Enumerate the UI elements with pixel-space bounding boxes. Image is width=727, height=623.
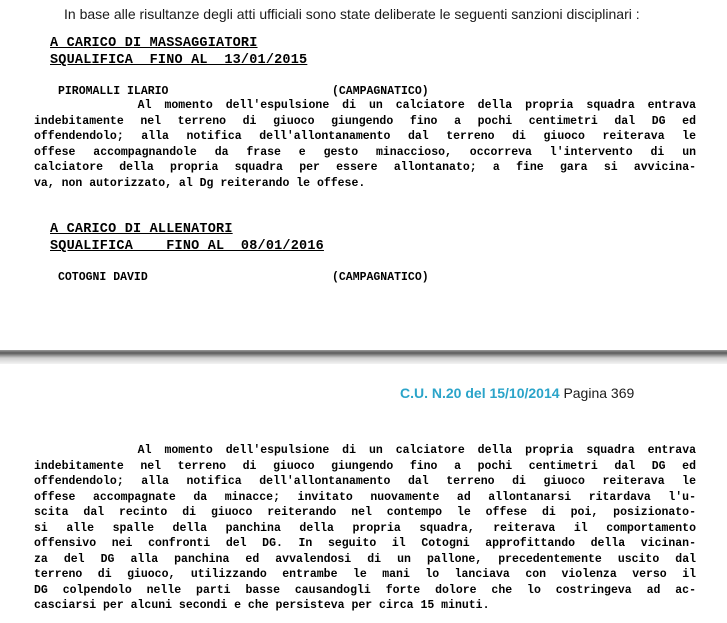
text-line: offendendolo; alla notifica dell'allontanamento dal terreno di giuoco reiterava le	[34, 475, 696, 488]
sanction-line-massaggiatori: SQUALIFICA FINO AL 13/01/2015	[50, 53, 308, 68]
sanction-line-allenatori: SQUALIFICA FINO AL 08/01/2016	[50, 239, 324, 254]
text-line: indebitamente nel terreno di giuoco giungendo fino a pochi centimetri dal DG ed	[34, 114, 696, 128]
page-header	[400, 385, 634, 401]
text-line: za del DG alla panchina ed avvalendosi di un pallone, precedentemente uscito dal	[34, 552, 696, 566]
club-name-piromalli: (CAMPAGNATICO)	[332, 85, 429, 98]
bulletin-number: C.U. N.20 del 15/10/2014	[400, 385, 560, 401]
text-line: terreno di giuoco, utilizzando entrambe le mani lo lanciava con violenza verso il	[34, 568, 696, 581]
person-name-cotogni: COTOGNI DAVID	[58, 271, 148, 284]
person-name-piromalli: PIROMALLI ILARIO	[58, 85, 169, 98]
text-line: offese accompagnate da minacce; invitato nuovamente ad allontanarsi ritardava l'u-	[34, 490, 696, 504]
text-line: Al momento dell'espulsione di un calciatore della propria squadra entrava	[34, 99, 696, 112]
page-break-separator	[0, 350, 727, 364]
sanction-description-piromalli	[34, 98, 696, 191]
text-line: va, non autorizzato, al Dg reiterando le offese.	[34, 176, 366, 190]
text-line: indebitamente nel terreno di giuoco giungendo fino a pochi centimetri dal DG ed	[34, 459, 696, 473]
text-line: DG colpendolo nelle parti basse causandogli forte dolore che lo costringeva ad ac-	[34, 583, 696, 597]
text-line: Al momento dell'espulsione di un calciatore della propria squadra entrava	[34, 444, 696, 457]
club-name-cotogni: (CAMPAGNATICO)	[332, 271, 429, 284]
section-heading-massaggiatori: A CARICO DI MASSAGGIATORI	[50, 36, 258, 51]
sanction-description-cotogni	[34, 443, 696, 614]
text-line: si alle spalle della panchina della propria squadra, reiterava il comportamento	[34, 521, 696, 535]
text-line: calciatore della propria squadra per essere allontanato; a fine gara si avvicina-	[34, 161, 696, 174]
text-line: offese accompagnandole da frase e gesto minaccioso, occorreva l'intervento di un	[34, 145, 696, 159]
intro-text: In base alle risultanze degli atti ufficiali sono state deliberate le seguenti sanzioni disciplinari :	[64, 6, 640, 22]
text-line: offendendolo; alla notifica dell'allontanamento dal terreno di giuoco reiterava le	[34, 130, 696, 143]
text-line: scita dal recinto di giuoco reiterando nel contempo le offese di poi, posizionato-	[34, 506, 696, 519]
section-heading-allenatori: A CARICO DI ALLENATORI	[50, 222, 233, 237]
text-line: casciarsi per alcuni secondi e che persisteva per circa 15 minuti.	[34, 599, 490, 612]
text-line: offensivo nei confronti del DG. In seguito il Cotogni approfittando della vicinan-	[34, 537, 696, 550]
page-number: Pagina 369	[563, 385, 635, 401]
